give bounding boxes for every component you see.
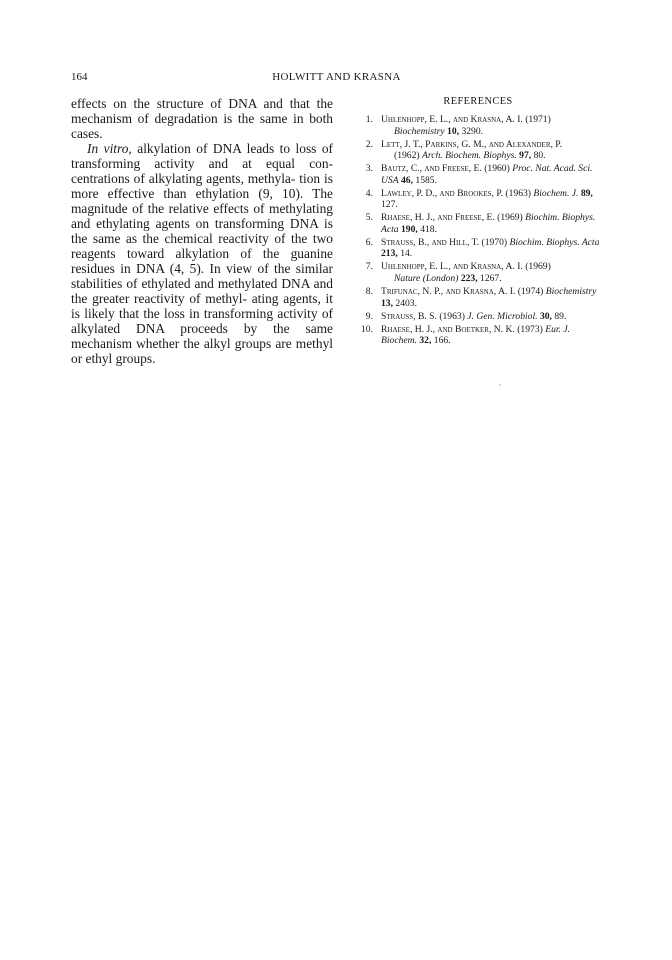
text-line: of transforming activity and at equal con-	[71, 141, 334, 171]
reference-number: 4.	[365, 187, 373, 199]
reference-pages: 1267.	[480, 273, 502, 285]
reference-journal: Biochemistry	[394, 125, 445, 137]
reference-item	[353, 212, 603, 235]
text-line: transforming DNA is the same as the	[71, 216, 333, 246]
text-line: 10). The magnitude of the relative effects	[71, 186, 333, 216]
reference-body	[381, 286, 603, 309]
reference-body	[381, 212, 603, 235]
text-line: ating agents, it is likely that the loss in	[71, 291, 333, 321]
text-line: toward alkylation of the guanine residues	[71, 246, 333, 276]
reference-volume: 30,	[539, 310, 552, 322]
reference-continuation	[381, 126, 603, 138]
text-line: effects on the structure of DNA and that	[71, 96, 310, 111]
reference-journal: Arch. Biochem. Biophys.	[421, 150, 517, 162]
italic-lead: In vitro,	[87, 141, 132, 156]
reference-authors: Rhaese, H. J., and Freese, E.	[381, 212, 495, 224]
reference-journal: Proc. Nat. Acad. Sci. USA	[381, 163, 593, 186]
reference-year: (1960)	[484, 163, 510, 175]
reference-body	[381, 188, 603, 211]
text-line: proceeds by the same mechanism whether	[71, 321, 333, 351]
reference-volume: 46,	[401, 174, 413, 186]
paragraph-1	[71, 96, 333, 141]
reference-authors: Uhlenhopp, E. L., and Krasna, A. I.	[381, 261, 523, 273]
text-line: transforming activity of alkylated DNA	[71, 306, 333, 336]
reference-pages: 89.	[554, 310, 567, 322]
reference-authors: Uhlenhopp, E. L., and Krasna, A. I.	[381, 114, 523, 125]
paragraph-2	[71, 141, 333, 366]
reference-volume: 89,	[580, 187, 593, 199]
reference-pages: 80.	[533, 150, 546, 162]
reference-authors: Rhaese, H. J., and Boetker, N. K.	[381, 323, 515, 335]
reference-year: (1973)	[517, 323, 543, 335]
text-line: in DNA (4, 5). In view of the similar	[120, 261, 333, 276]
reference-pages: 3290.	[461, 125, 484, 137]
references-list	[353, 114, 603, 347]
reference-year: (1971)	[525, 114, 551, 125]
reference-authors: Lawley, P. D., and Brookes, P.	[381, 187, 503, 199]
reference-number: 6.	[365, 236, 373, 248]
reference-pages: 1585.	[415, 174, 437, 186]
reference-item	[353, 188, 603, 211]
text-line: tion is more effective than ethylation (9,	[71, 171, 333, 201]
reference-year: (1970)	[481, 236, 508, 248]
reference-number: 7.	[365, 261, 373, 273]
text-line: in both cases.	[71, 111, 334, 141]
body-text-column	[71, 96, 333, 366]
reference-volume: 13,	[381, 297, 393, 309]
reference-item	[353, 286, 603, 309]
reference-journal: Biochim. Biophys. Acta	[381, 212, 596, 235]
references-heading: REFERENCES	[443, 96, 513, 107]
reference-continuation	[381, 150, 603, 162]
reference-volume: 223,	[460, 273, 478, 285]
reference-journal: Biochim. Biophys. Acta	[509, 236, 600, 248]
reference-item	[353, 163, 603, 186]
reference-item	[353, 261, 603, 284]
reference-volume: 32,	[419, 335, 432, 347]
reference-number: 1.	[365, 114, 373, 125]
reference-year: (1969)	[525, 261, 551, 273]
text-line: of methylating and ethylating agents on	[71, 201, 334, 231]
reference-authors: Strauss, B., and Hill, T.	[381, 236, 480, 248]
reference-continuation	[381, 273, 603, 285]
reference-pages: 14.	[400, 248, 413, 260]
reference-year: (1963)	[505, 187, 531, 199]
reference-item	[353, 114, 603, 137]
reference-volume: 10,	[447, 125, 460, 137]
reference-number: 8.	[365, 286, 373, 298]
reference-authors: Strauss, B. S.	[381, 310, 437, 322]
text-line: stabilities of ethylated and methylated	[71, 276, 278, 291]
reference-body	[381, 139, 603, 162]
reference-pages: 166.	[433, 335, 451, 347]
reference-authors: Lett, J. T., Parkins, G. M., and Alexander, P.	[381, 138, 562, 150]
reference-body	[381, 324, 603, 347]
reference-body	[381, 114, 603, 137]
reference-pages: 418.	[420, 223, 437, 235]
reference-body	[381, 237, 603, 260]
reference-number: 10.	[361, 323, 373, 335]
reference-year: (1974)	[517, 286, 544, 298]
text-line: DNA and the greater reactivity of methyl-	[71, 276, 333, 306]
scan-speck	[499, 384, 501, 386]
reference-item	[353, 237, 603, 260]
reference-number: 2.	[365, 138, 373, 150]
reference-journal: Biochemistry	[545, 286, 597, 298]
page-number: 164	[71, 71, 88, 83]
reference-volume: 190,	[401, 223, 418, 235]
reference-body	[381, 311, 603, 323]
text-line: centrations of alkylating agents, methyla-	[71, 171, 296, 186]
reference-journal: Nature (London)	[394, 273, 459, 285]
running-head: HOLWITT AND KRASNA	[272, 71, 401, 83]
reference-item	[353, 311, 603, 323]
reference-number: 5.	[365, 212, 373, 224]
reference-year: (1969)	[497, 212, 523, 224]
reference-year: (1963)	[439, 310, 465, 322]
reference-number: 9.	[365, 310, 373, 322]
reference-volume: 97,	[519, 150, 532, 162]
text-line: alkylation of DNA leads to loss	[137, 141, 317, 156]
reference-item	[353, 139, 603, 162]
reference-journal: J. Gen. Microbiol.	[467, 310, 538, 322]
reference-year: (1962)	[394, 150, 420, 162]
reference-body	[381, 261, 603, 284]
reference-authors: Bautz, C., and Freese, E.	[381, 163, 482, 175]
reference-item	[353, 324, 603, 347]
text-line: chemical reactivity of the two reagents	[71, 231, 333, 261]
reference-number: 3.	[365, 163, 373, 175]
reference-body	[381, 163, 603, 186]
references-column	[353, 96, 603, 348]
text-line: the alkyl groups are methyl or ethyl groups.	[71, 336, 333, 366]
reference-pages: 127.	[381, 199, 398, 211]
reference-journal: Biochem. J.	[533, 187, 579, 199]
text-line: the mechanism of degradation is the same	[71, 96, 333, 126]
reference-volume: 213,	[381, 248, 398, 260]
reference-authors: Trifunac, N. P., and Krasna, A. I.	[381, 286, 516, 298]
page-header	[71, 70, 602, 84]
reference-journal: Eur. J. Biochem.	[381, 323, 570, 347]
reference-pages: 2403.	[395, 297, 417, 309]
